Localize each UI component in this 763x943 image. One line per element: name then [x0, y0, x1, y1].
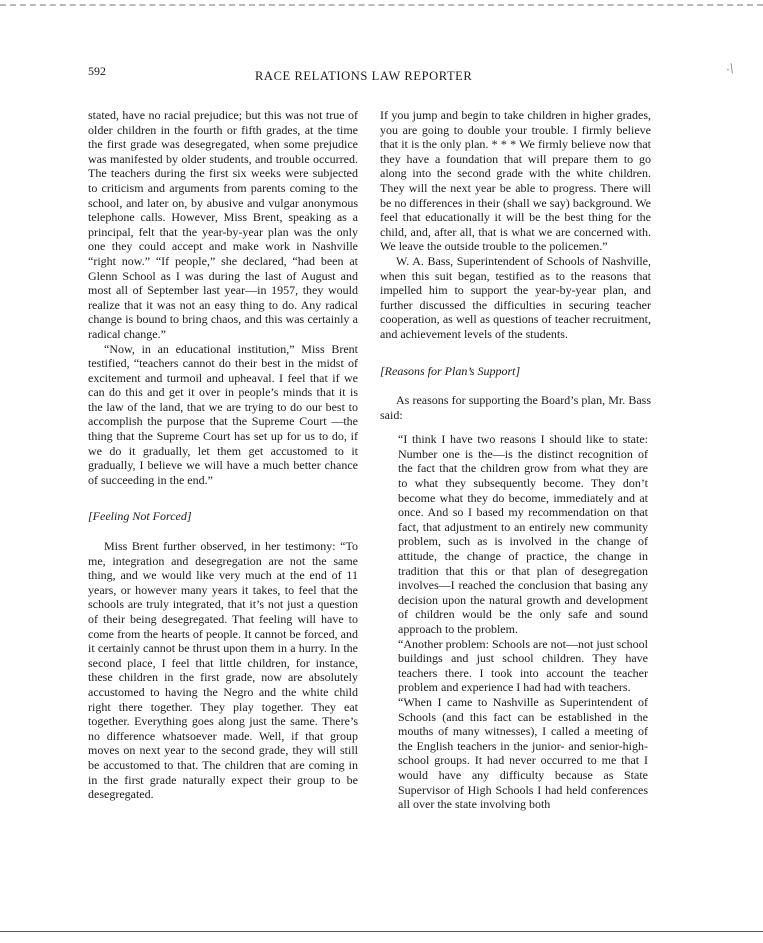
- left-paragraph-2: “Now, in an educational institution,” Miss Brent testified, “teachers cannot do their best in the midst of excitement and turmoil and upheaval. I feel that if we can do this and get it over in people’s minds that it is the law of the land, that we are trying to do our best to accomplish the purpose that the Supreme Court —the thing that the Supreme Court has set up for us to do, if we do it gradually, let them get accustomed to it gradually, I believe we will have a much better chance of succeeding in the end.”: [88, 341, 358, 487]
- subheading-reasons-for-plans-support: [Reasons for Plan’s Support]: [380, 363, 521, 378]
- bottom-page-rule: [0, 931, 763, 932]
- block-quote-3: “When I came to Nashville as Superintendent of Schools (and this fact can be established in the mouths of many witnesses), I called a meeting of the English teachers in the junior- and senior-high-school groups. It had never occurred to me that I would have any difficulty because as State Supervisor of High Schools I had held conferences all over the state involving both: [398, 694, 648, 812]
- running-head: RACE RELATIONS LAW REPORTER: [255, 69, 473, 83]
- right-column: [380, 108, 651, 812]
- right-paragraph-3: As reasons for supporting the Board’s plan, Mr. Bass said:: [380, 393, 651, 422]
- left-column: [88, 108, 358, 802]
- top-page-border: [0, 4, 763, 6]
- right-paragraph-1: If you jump and begin to take children in higher grades, you are going to double your trouble. I firmly believe that it is the only plan. * * * We firmly believe now that they have a foundation that will prepare them to go along into the second grade with the white children. They will the next year be able to progress. There will be no differences in their (shall we say) background. We feel that educationally it will be the best thing for the child, and, after all, that is what we are concerned with. We leave the outside trouble to the policemen.”: [380, 108, 651, 254]
- left-paragraph-3: Miss Brent further observed, in her testimony: “To me, integration and desegregation are not the same thing, and we would like very much at the end of 11 years, or however many years it takes, to feel that the schools are truly integrated, that it’s not just a question of their being desegregated. That feeling will have to come from the hearts of people. It cannot be forced, and it certainly cannot be thrust upon them in a hurry. In the second place, I feel that little children, for instance, these children in the first grade, now are absolutely accustomed to having the Negro and the white child right there together. They play together. They eat together. Everything goes along just the same. There’s no difference whatsoever made. Well, if that group moves on next year to the second grade, they will still be accustomed to that. The children that are coming in in the first grade naturally expect their group to be desegregated.: [88, 539, 358, 802]
- page-number: 592: [88, 64, 106, 78]
- right-paragraph-2: W. A. Bass, Superintendent of Schools of Nashville, when this suit began, testified as to the reasons that impelled him to support the year-by-year plan, and further discussed the difficulties in securing teacher cooperation, as well as questions of teacher recruitment, and achievement levels of the students.: [380, 253, 651, 341]
- left-paragraph-1: stated, have no racial prejudice; but this was not true of older children in the fourth or fifth grades, at the time the first grade was desegregated, when some prejudice was manifested by older students, and trouble occurred. The teachers during the first six weeks were subjected to criticism and arguments from parents coming to the school, and later on, by abusive and vulgar anonymous telephone calls. However, Miss Brent, speaking as a principal, felt that the year-by-year plan was the only one they could accept and make work in Nashville “right now.” “If people,” she declared, “had been at Glenn School as I was during the last of August and most all of September last year—in 1957, they would realize that it was not an easy thing to do. Any radical change is bound to bring chaos, and this was certainly a radical change.”: [88, 108, 358, 341]
- subheading-feeling-not-forced: [Feeling Not Forced]: [88, 509, 192, 524]
- margin-pencil-mark: ·/: [723, 60, 737, 78]
- block-quote-2: “Another problem: Schools are not—not just school buildings and just school children. They have teachers there. I took into account the teacher problem and experience I had had with teachers.: [398, 636, 648, 695]
- quote-spacer: [380, 422, 651, 432]
- block-quote-1: “I think I have two reasons I should like to state: Number one is the—is the distinct recognition of the fact that the children grow from what they are to what they subsequently become. They don’t become what they do become, immediately and at once. And so I based my recommendation on that fact, that adjustment to an entirely new community problem, such as is involved in the change of attitude, the change of practice, the change in tradition that this or that plan of desegregation involves—I reached the conclusion that basing any decision upon the natural growth and development of children would be the only safe and sound approach to the problem.: [398, 432, 648, 636]
